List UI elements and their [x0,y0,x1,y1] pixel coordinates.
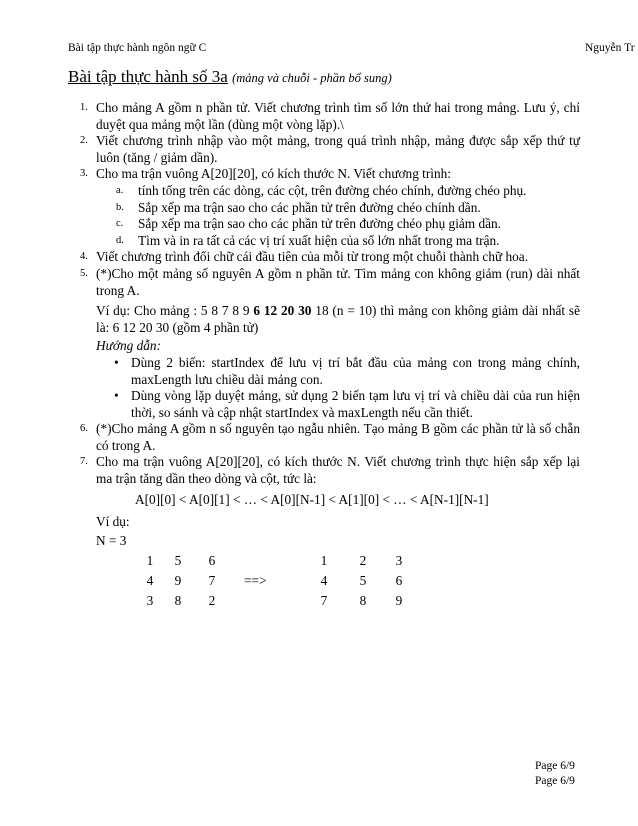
left-matrix-cell: 5 [174,553,182,569]
item-text: Cho ma trận vuông A[20][20], có kích thước N. Viết chương trình: [96,166,451,182]
right-matrix-cell: 6 [395,573,403,589]
right-matrix-cell: 1 [320,553,328,569]
left-matrix-cell: 1 [146,553,154,569]
n-value: N = 3 [96,532,127,548]
hint-bullet-1 [68,355,580,388]
left-matrix-cell: 7 [208,573,216,589]
example-label: Ví dụ: [96,514,130,530]
sub-letter: c. [116,218,124,230]
right-matrix-cell: 4 [320,573,328,589]
sub-item-c [68,216,580,233]
sub-text: Sắp xếp ma trận sao cho các phần tử trên đường chéo phụ giảm dần. [138,216,501,232]
item-5-example [68,303,580,336]
item-text: Cho ma trận vuông A[20][20], có kích thước N. Viết chương trình thực hiện sắp xếp lại ma trận tăng dần theo dòng và cột, tức là: [96,454,580,487]
example-prefix: Ví dụ: Cho mảng : 5 8 7 8 9 [96,303,254,319]
sub-text: tính tổng trên các dòng, các cột, trên đường chéo chính, đường chéo phụ. [138,182,527,198]
exercise-item-4 [68,249,580,266]
hint-label: Hướng dẫn: [96,338,161,354]
item-number: 2. [80,135,88,147]
right-matrix-cell: 3 [395,553,403,569]
right-matrix-cell: 7 [320,593,328,609]
example-bold-run: 6 12 20 30 [253,303,312,319]
right-matrix-cell: 9 [395,593,403,609]
header-right: Nguyễn Tr [585,42,635,54]
exercise-item-2 [68,133,580,166]
ordering-formula: A[0][0] < A[0][1] < … < A[0][N-1] < A[1][0] < … < A[N-1][N-1] [135,491,489,507]
exercise-list [68,100,580,619]
item-text: (*)Cho một mảng số nguyên A gồm n phần tử. Tìm mảng con không giảm (run) dài nhất trong A. [96,265,580,298]
sub-list-3 [68,183,580,249]
right-matrix-cell: 2 [359,553,367,569]
title-subtitle: (mảng và chuỗi - phần bổ sung) [232,71,392,85]
sub-letter: a. [116,184,124,196]
sub-text: Sắp xếp ma trận sao cho các phần tử trên đường chéo chính dần. [138,199,481,215]
sub-letter: d. [116,234,124,246]
matrix-example [68,553,580,619]
left-matrix-cell: 3 [146,593,154,609]
item-number: 5. [80,267,88,279]
item-number: 7. [80,456,88,468]
sub-item-b [68,200,580,217]
item-number: 1. [80,102,88,113]
left-matrix-cell: 6 [208,553,216,569]
item-text: (*)Cho mảng A gồm n số nguyên tạo ngẫu nhiên. Tạo mảng B gồm các phần tử là số chẵn có trong A. [96,421,580,453]
item-number: 3. [80,168,88,180]
transform-arrow: ==> [244,573,267,589]
bullet-dot: • [114,388,119,404]
exercise-item-6 [68,421,580,454]
sub-letter: b. [116,201,124,213]
page-number: Page 6/9 [535,760,575,772]
left-matrix-cell: 4 [146,573,154,589]
header-left: Bài tập thực hành ngôn ngữ C [68,42,207,54]
item-text: Cho mảng A gồm n phần tử. Viết chương trình tìm số lớn thứ hai trong mảng. Lưu ý, chỉ duyệt qua mảng một lần (dùng một vòng lặp).\ [96,100,580,132]
item-text: Viết chương trình nhập vào một mảng, trong quá trình nhập, mảng được sắp xếp thứ tự luôn (tăng / giảm dần). [96,133,580,165]
hint-bullet-2 [68,388,580,421]
left-matrix-cell: 2 [208,593,216,609]
right-matrix-cell: 8 [359,593,367,609]
sub-item-a [68,183,580,200]
exercise-item-3 [68,166,580,183]
item-number: 6. [80,423,88,435]
bullet-dot: • [114,354,119,370]
example-suffix: 18 (n = 10) thì mảng con không giảm dài nhất sẽ là: 6 12 20 30 (gồm 4 phần tử) [96,303,580,335]
exercise-item-7 [68,454,580,487]
bullet-text: Dùng 2 biến: startIndex để lưu vị trí bắt đầu của mảng con trong mảng chính, maxLength lưu chiều dài mảng con. [131,354,580,387]
bullet-text: Dùng vòng lặp duyệt mảng, sử dụng 2 biến tạm lưu vị trí và chiều dài của run hiện thời, so sánh và cập nhật startIndex và maxLength nếu cần thiết. [131,388,580,420]
right-matrix-cell: 5 [359,573,367,589]
sub-text: Tìm và in ra tất cả các vị trí xuất hiện của số lớn nhất trong ma trận. [138,232,500,248]
title-main: Bài tập thực hành số 3a [68,67,228,86]
item-text: Viết chương trình đổi chữ cái đầu tiên của mỗi từ trong một chuỗi thành chữ hoa. [96,249,529,265]
left-matrix-cell: 9 [174,573,182,589]
exercise-item-1 [68,100,580,133]
left-matrix-cell: 8 [174,593,182,609]
exercise-item-5 [68,266,580,299]
page-title [68,67,392,87]
item-number: 4. [80,251,88,263]
sub-item-d [68,233,580,250]
page-number-repeat: Page 6/9 [535,775,575,787]
